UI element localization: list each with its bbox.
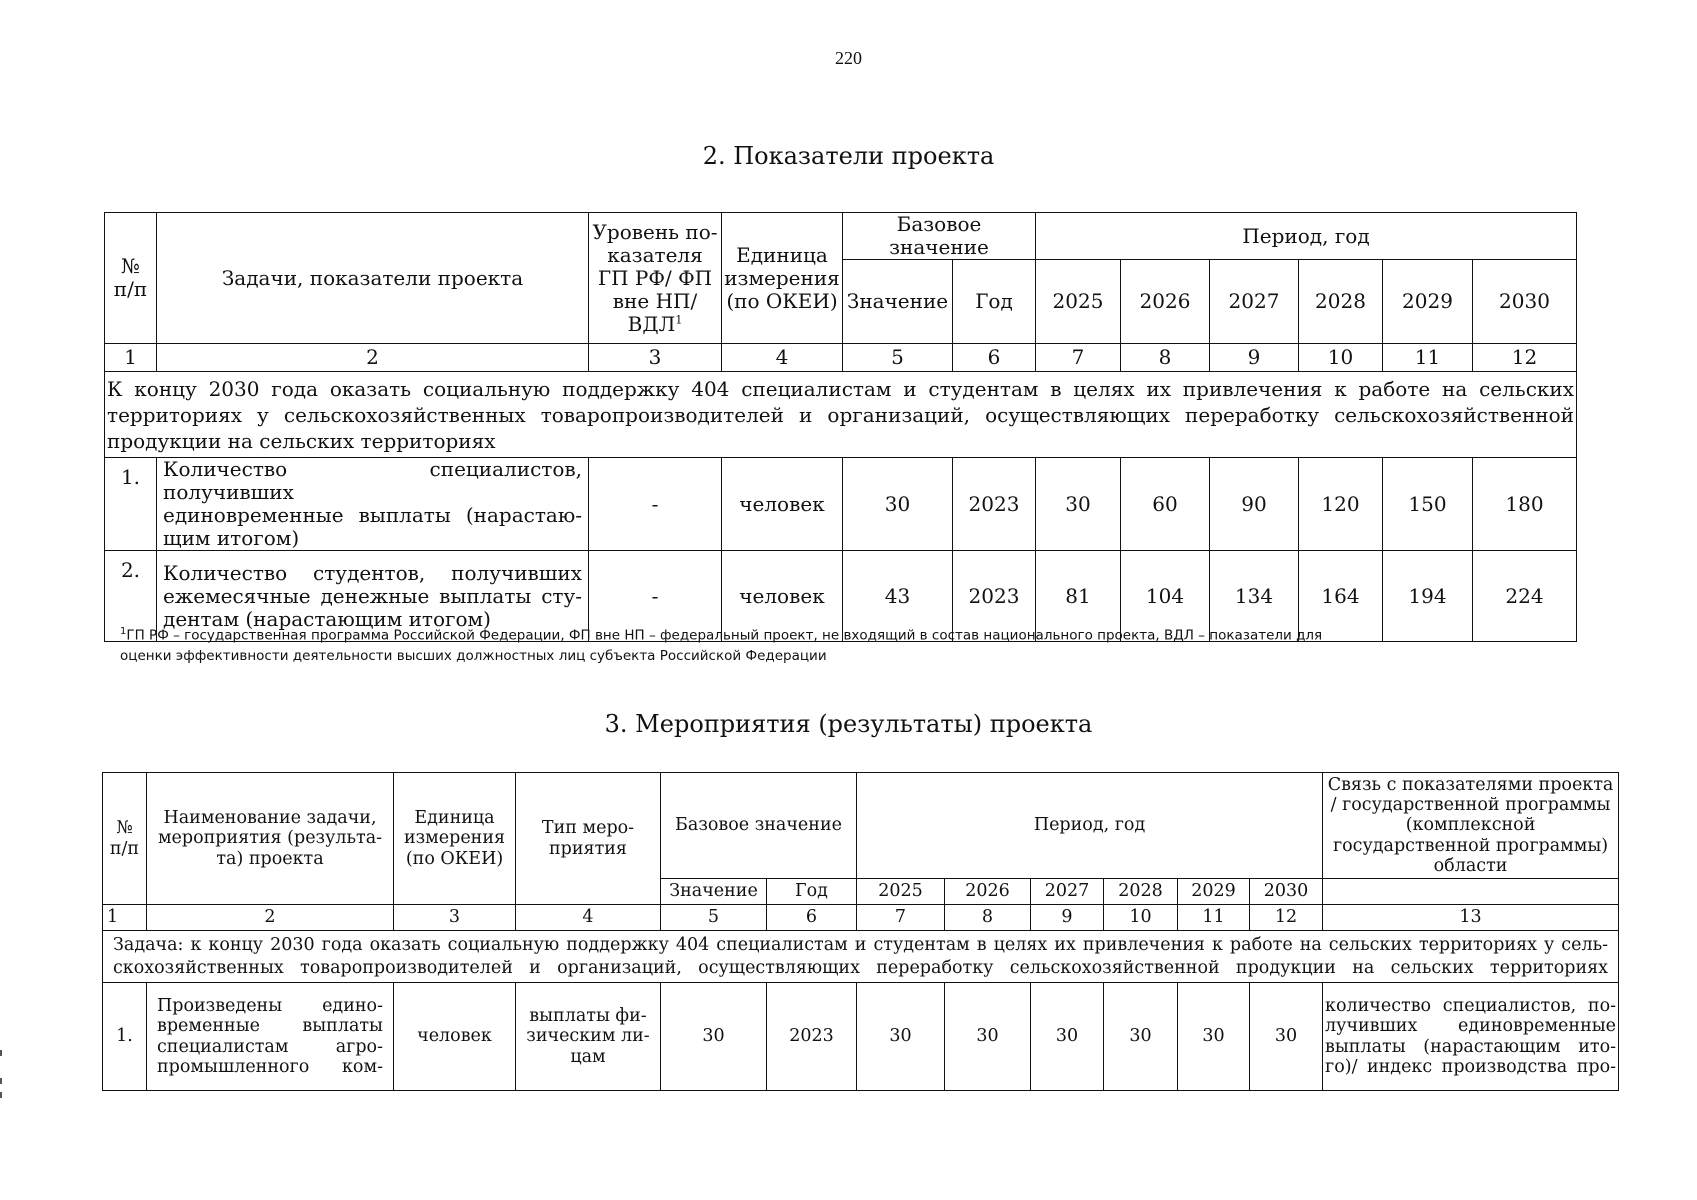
activity-name-line: временные выплаты [157,1016,383,1037]
col-number: 5 [843,344,953,372]
footnote-mark: 1 [120,626,127,637]
indicator-link-line: количество специалистов, по- [1325,996,1617,1017]
scan-margin-mark [0,1092,2,1098]
indicator-name [157,458,589,551]
col-number: 12 [1250,905,1323,931]
header-task: Задачи, показатели проекта [157,213,589,344]
table-row [103,983,1619,1091]
col-number: 7 [1036,344,1121,372]
col-number: 2 [147,905,394,931]
header-year-2027: 2027 [1031,879,1104,905]
header-period: Период, год [857,773,1323,879]
col-number: 13 [1323,905,1619,931]
header-year: Год [767,879,857,905]
task-text-line: Задача: к концу 2030 года оказать социальную поддержку 404 специалистам и студентам в целях их привлечения к работе на сельских территориях у сель- [113,934,1609,955]
base-value: 30 [843,458,953,551]
base-year: 2023 [953,458,1036,551]
value-2028: 30 [1104,983,1178,1091]
col-number: 4 [722,344,843,372]
col-number: 9 [1031,905,1104,931]
indicator-name-line: единовременные выплаты (нарастаю- [163,503,582,527]
col-number: 2 [157,344,589,372]
indicator-name-line: дентам (нарастающим итогом) [163,606,491,631]
header-value: Значение [843,260,953,344]
header-level-sup: 1 [675,312,683,326]
activity-name-line: Произведены едино- [157,996,383,1017]
header-year-2025: 2025 [857,879,945,905]
header-year-2030: 2030 [1473,260,1577,344]
col-number: 8 [945,905,1031,931]
value-2029: 194 [1383,551,1473,642]
header-level-text: Уровень по-казателя ГП РФ/ ФП вне НП/ ВДЛ [592,219,718,336]
header-value: Значение [661,879,767,905]
header-link-empty [1323,879,1619,905]
base-value: 43 [843,551,953,642]
col-number: 9 [1210,344,1299,372]
value-2030: 180 [1473,458,1577,551]
activity-name-line: специалистам агро- [157,1036,383,1057]
col-number: 1 [103,905,147,931]
footnote [120,624,1570,666]
indicator-unit: человек [722,458,843,551]
activity-unit: человек [394,983,516,1091]
value-2027: 30 [1031,983,1104,1091]
value-2028: 120 [1299,458,1383,551]
value-2025: 81 [1036,551,1121,642]
value-2029: 30 [1178,983,1250,1091]
row-num: 1. [105,458,157,551]
column-number-row [103,905,1619,931]
value-2026: 104 [1121,551,1210,642]
activity-name [147,983,394,1091]
task-text-line: скохозяйственных товаропроизводителей и организаций, осуществляющих переработку сельскохозяйственной продукции на сельских территориях [113,957,1609,978]
header-unit: Единица измерения (по ОКЕИ) [394,773,516,905]
value-2026: 30 [945,983,1031,1091]
header-name: Наименование задачи, мероприятия (результа-та) проекта [147,773,394,905]
row-num: 1. [103,983,147,1091]
header-year-2025: 2025 [1036,260,1121,344]
header-year-2029: 2029 [1178,879,1250,905]
header-level [589,213,722,344]
page-number: 220 [835,48,862,68]
col-number: 3 [589,344,722,372]
value-2026: 60 [1121,458,1210,551]
header-year-2026: 2026 [945,879,1031,905]
header-base: Базовое значение [661,773,857,879]
indicator-link-line: выплаты (нарастающим ито- [1325,1036,1617,1057]
value-2030: 30 [1250,983,1323,1091]
base-value: 30 [661,983,767,1091]
section-2-title: 2. Показатели проекта [702,142,995,170]
indicator-name-line: Количество специалистов, получивших [163,457,582,504]
header-year-2029: 2029 [1383,260,1473,344]
col-number: 12 [1473,344,1577,372]
value-2030: 224 [1473,551,1577,642]
header-period: Период, год [1036,213,1577,260]
col-number: 6 [953,344,1036,372]
col-number: 1 [105,344,157,372]
col-number: 11 [1178,905,1250,931]
col-number: 6 [767,905,857,931]
scan-margin-mark [0,1078,2,1084]
indicator-link [1323,983,1619,1091]
footnote-line [120,624,1570,646]
indicator-name-line: ежемесячные денежные выплаты сту- [163,583,582,608]
footnote-line: оценки эффективности деятельности высших должностных лиц субъекта Российской Федерации [120,647,827,664]
footnote-text: ГП РФ – государственная программа Российской Федерации, ФП вне НП – федеральный проект, не входящий в состав национального проекта, ВДЛ – показатели для [126,627,1323,644]
col-number: 10 [1104,905,1178,931]
indicator-link-line: го)/ индекс производства про- [1325,1056,1617,1077]
value-2029: 150 [1383,458,1473,551]
activity-name-line: промышленного ком- [157,1056,383,1077]
header-year-2030: 2030 [1250,879,1323,905]
value-2025: 30 [1036,458,1121,551]
activity-type-line: выплаты фи- [529,1006,647,1027]
row-num: 2. [105,551,157,642]
header-year-2028: 2028 [1104,879,1178,905]
value-2025: 30 [857,983,945,1091]
header-base: Базовое значение [843,213,1036,260]
col-number: 10 [1299,344,1383,372]
indicator-name-line: Количество студентов, получивших [163,560,582,585]
indicator-name-line: щим итогом) [163,526,300,550]
header-year-2026: 2026 [1121,260,1210,344]
col-number: 7 [857,905,945,931]
col-number: 5 [661,905,767,931]
activity-type [516,983,661,1091]
task-text [103,931,1619,983]
base-year: 2023 [767,983,857,1091]
activity-type-line: зическим ли- [526,1026,650,1047]
indicator-level: - [589,458,722,551]
section-3-title: 3. Мероприятия (результаты) проекта [604,710,1093,738]
scan-margin-mark [0,1050,2,1056]
value-2027: 134 [1210,551,1299,642]
header-link: Связь с показателями проекта / государственной программы (комплексной государственной программы) области [1323,773,1619,879]
header-num: № п/п [103,773,147,905]
project-indicators-table [104,212,1577,642]
col-number: 11 [1383,344,1473,372]
header-year-2027: 2027 [1210,260,1299,344]
indicator-unit: человек [722,551,843,642]
value-2027: 90 [1210,458,1299,551]
project-activities-table [102,772,1619,1091]
activity-type-line: цам [570,1046,606,1067]
header-num: № п/п [105,213,157,344]
indicator-link-line: лучивших единовременные [1325,1016,1617,1037]
col-number: 3 [394,905,516,931]
header-year-2028: 2028 [1299,260,1383,344]
header-year: Год [953,260,1036,344]
col-number: 8 [1121,344,1210,372]
goal-text: К концу 2030 года оказать социальную поддержку 404 специалистам и студентам в целях их привлечения к работе на сельских территориях у сельскохозяйственных товаропроизводителей и организаций, осуществляющих переработку сельскохозяйственной продукции на сельских территориях [105,372,1577,458]
value-2028: 164 [1299,551,1383,642]
indicator-level: - [589,551,722,642]
header-unit: Единица измерения (по ОКЕИ) [722,213,843,344]
header-type: Тип меро-приятия [516,773,661,905]
table-row [105,458,1577,551]
column-number-row [105,344,1577,372]
col-number: 4 [516,905,661,931]
base-year: 2023 [953,551,1036,642]
